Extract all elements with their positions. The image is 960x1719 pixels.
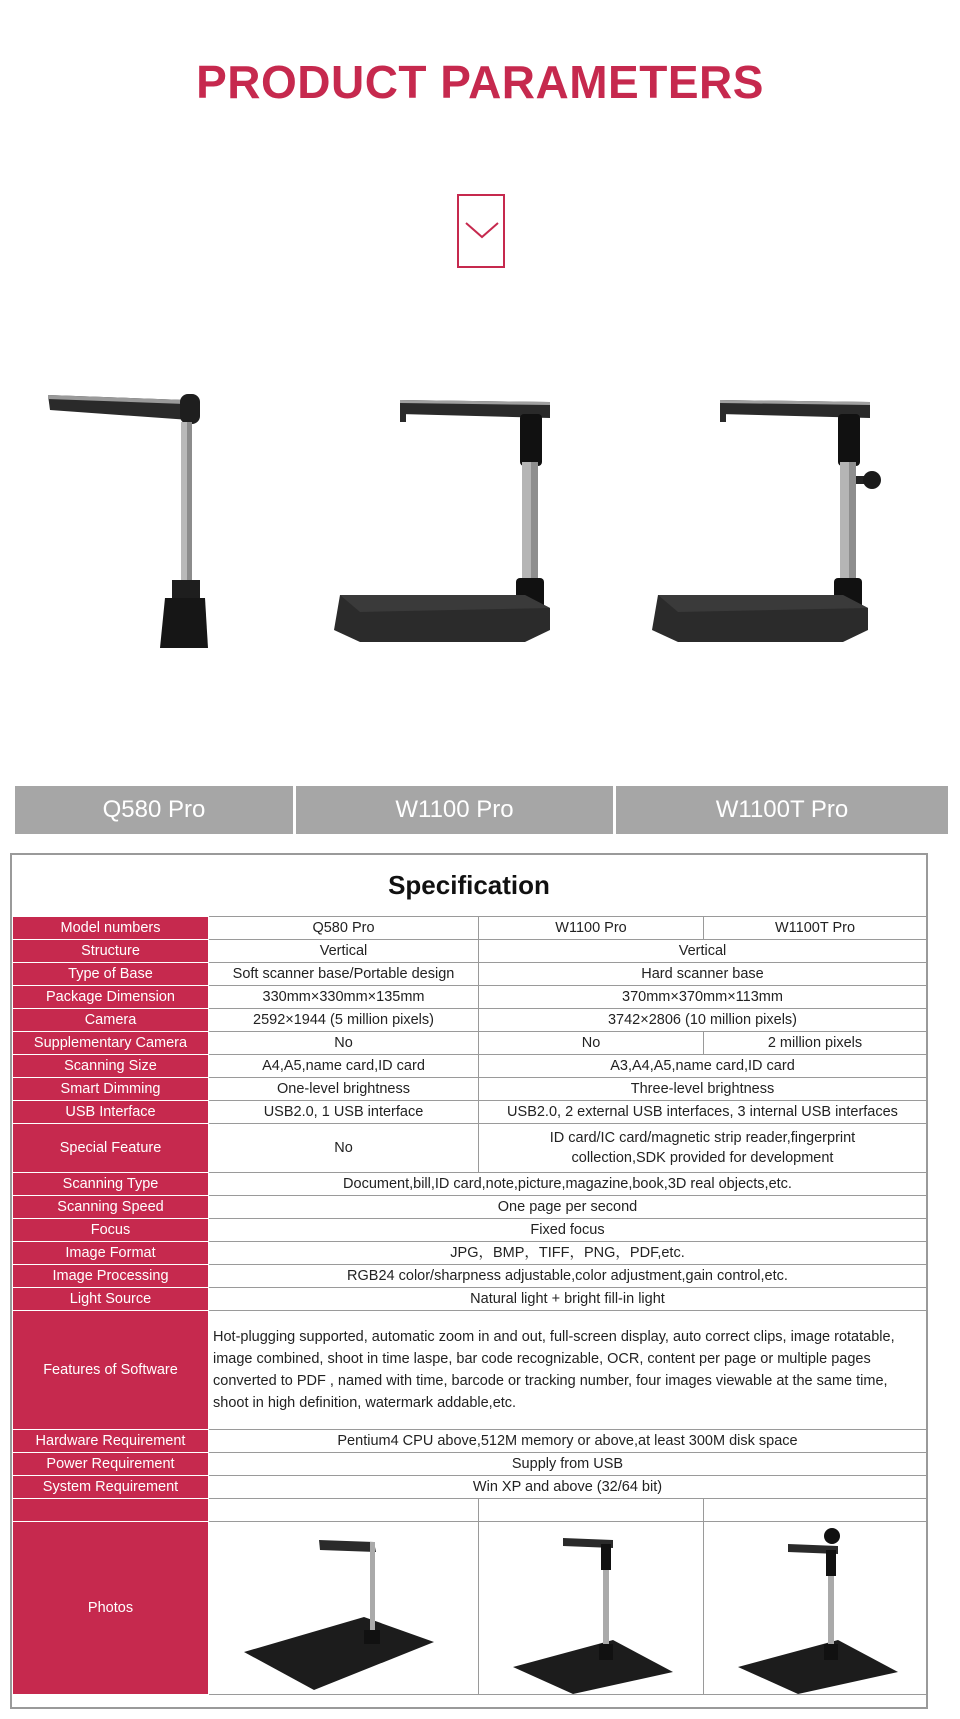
cell: Soft scanner base/Portable design — [209, 963, 479, 986]
cell: Supply from USB — [209, 1453, 927, 1476]
photo-cell — [209, 1522, 479, 1695]
cell: W1100 Pro — [479, 917, 704, 940]
cell: RGB24 color/sharpness adjustable,color adjustment,gain control,etc. — [209, 1265, 927, 1288]
row-label: Type of Base — [13, 963, 209, 986]
table-row — [13, 917, 927, 940]
cell: Vertical — [479, 940, 927, 963]
table-row — [13, 1173, 927, 1196]
row-label: Focus — [13, 1219, 209, 1242]
cell: W1100T Pro — [704, 917, 927, 940]
cell: Document,bill,ID card,note,picture,magazine,book,3D real objects,etc. — [209, 1173, 927, 1196]
w1100t-pro-photo — [708, 1522, 922, 1694]
table-row — [13, 1219, 927, 1242]
table-row — [13, 1124, 927, 1173]
row-label: Image Processing — [13, 1265, 209, 1288]
row-label: System Requirement — [13, 1476, 209, 1499]
table-row — [13, 1055, 927, 1078]
row-label: Camera — [13, 1009, 209, 1032]
row-label: Smart Dimming — [13, 1078, 209, 1101]
cell: 3742×2806 (10 million pixels) — [479, 1009, 927, 1032]
specification-table — [10, 853, 928, 1709]
cell: No — [209, 1124, 479, 1173]
cell — [209, 1499, 479, 1522]
table-row — [13, 1311, 927, 1430]
row-label: Light Source — [13, 1288, 209, 1311]
row-label: Scanning Size — [13, 1055, 209, 1078]
row-label: Scanning Speed — [13, 1196, 209, 1219]
table-row — [13, 1453, 927, 1476]
cell: 2 million pixels — [704, 1032, 927, 1055]
cell: 2592×1944 (5 million pixels) — [209, 1009, 479, 1032]
w1100-pro-photo — [483, 1522, 699, 1694]
row-label: Supplementary Camera — [13, 1032, 209, 1055]
cell: No — [479, 1032, 704, 1055]
row-label: Special Feature — [13, 1124, 209, 1173]
q580-pro-image — [40, 380, 210, 660]
product-images — [0, 380, 960, 680]
cell: Hard scanner base — [479, 963, 927, 986]
cell: Three-level brightness — [479, 1078, 927, 1101]
table-row — [13, 1078, 927, 1101]
row-label: Photos — [13, 1522, 209, 1695]
cell: ID card/IC card/magnetic strip reader,fingerprint collection,SDK provided for development — [479, 1124, 927, 1173]
row-label: Hardware Requirement — [13, 1430, 209, 1453]
tab-q580-pro[interactable]: Q580 Pro — [15, 786, 293, 834]
cell: Natural light + bright fill-in light — [209, 1288, 927, 1311]
cell — [704, 1499, 927, 1522]
w1100-pro-image — [320, 380, 560, 660]
cell: One page per second — [209, 1196, 927, 1219]
page-title: PRODUCT PARAMETERS — [196, 56, 764, 108]
table-row — [13, 1242, 927, 1265]
tab-w1100-pro[interactable]: W1100 Pro — [296, 786, 613, 834]
row-label: Power Requirement — [13, 1453, 209, 1476]
cell: Fixed focus — [209, 1219, 927, 1242]
cell: 330mm×330mm×135mm — [209, 986, 479, 1009]
table-row — [13, 1288, 927, 1311]
table-row — [13, 1196, 927, 1219]
table-row — [13, 1009, 927, 1032]
cell: 370mm×370mm×113mm — [479, 986, 927, 1009]
table-row — [13, 1032, 927, 1055]
cell: USB2.0, 1 USB interface — [209, 1101, 479, 1124]
row-label: Scanning Type — [13, 1173, 209, 1196]
table-row — [13, 940, 927, 963]
table-row — [13, 1430, 927, 1453]
table-row — [13, 1101, 927, 1124]
cell: USB2.0, 2 external USB interfaces, 3 internal USB interfaces — [479, 1101, 927, 1124]
w1100t-pro-image — [640, 380, 890, 660]
row-label: Features of Software — [13, 1311, 209, 1430]
row-label: USB Interface — [13, 1101, 209, 1124]
table-row — [13, 1476, 927, 1499]
cell: Q580 Pro — [209, 917, 479, 940]
row-label: Package Dimension — [13, 986, 209, 1009]
cell: Hot-plugging supported, automatic zoom in and out, full-screen display, auto correct clips, image rotatable, image combined, shoot in time laspe, bar code recognizable, OCR, content per page or multiple pages converted to PDF , named with time, barcode or tracking number, four images viewable at the same time, shoot in high definition, watermark addable,etc. — [209, 1311, 927, 1430]
cell: Pentium4 CPU above,512M memory or above,at least 300M disk space — [209, 1430, 927, 1453]
cell: Win XP and above (32/64 bit) — [209, 1476, 927, 1499]
table-row — [13, 963, 927, 986]
scroll-down-button[interactable] — [457, 194, 505, 268]
tab-w1100t-pro[interactable]: W1100T Pro — [616, 786, 948, 834]
row-label: Structure — [13, 940, 209, 963]
table-row — [13, 1265, 927, 1288]
photo-cell — [704, 1522, 927, 1695]
row-label: Image Format — [13, 1242, 209, 1265]
chevron-down-icon — [465, 222, 499, 240]
table-row — [13, 986, 927, 1009]
q580-pro-photo — [214, 1522, 474, 1694]
cell — [479, 1499, 704, 1522]
cell: No — [209, 1032, 479, 1055]
spec-grid — [12, 916, 927, 1695]
spec-title: Specification — [388, 870, 550, 900]
table-row — [13, 1499, 927, 1522]
cell: One-level brightness — [209, 1078, 479, 1101]
table-row — [13, 1522, 927, 1695]
cell: JPG，BMP，TIFF，PNG，PDF,etc. — [209, 1242, 927, 1265]
cell: A3,A4,A5,name card,ID card — [479, 1055, 927, 1078]
row-label — [13, 1499, 209, 1522]
row-label: Model numbers — [13, 917, 209, 940]
cell: A4,A5,name card,ID card — [209, 1055, 479, 1078]
photo-cell — [479, 1522, 704, 1695]
cell: Vertical — [209, 940, 479, 963]
